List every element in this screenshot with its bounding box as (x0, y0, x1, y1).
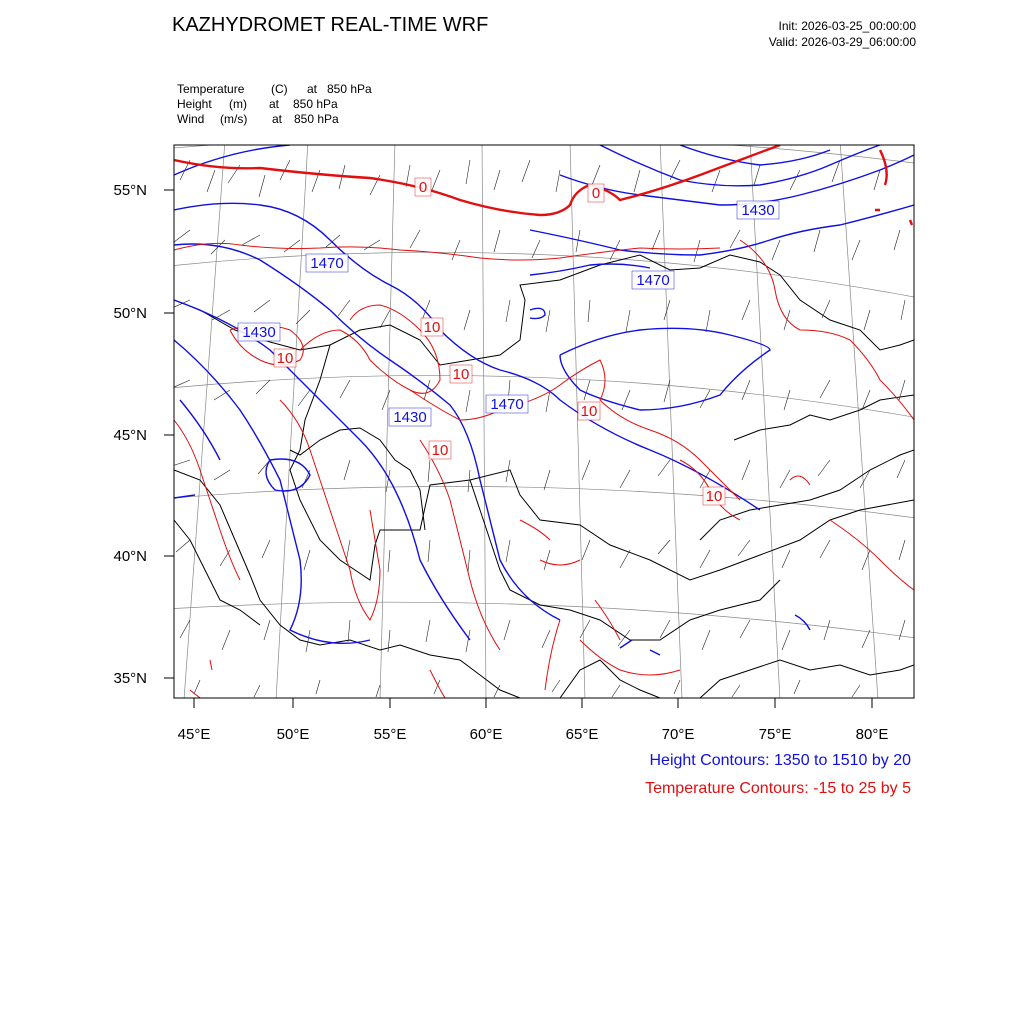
wind-barbs (172, 160, 905, 697)
lon-label: 50°E (276, 726, 310, 743)
lon-ticks (194, 698, 872, 708)
field-level: 850 hPa (294, 112, 339, 126)
temperature-contour-label: 10 (705, 488, 723, 505)
temperature-contour-label: 10 (423, 319, 441, 336)
lat-ticks (164, 190, 174, 678)
lat-label: 35°N (113, 670, 147, 687)
lon-label: 80°E (855, 726, 889, 743)
temperature-contour-label: 0 (418, 179, 428, 196)
height-contour-label: 1470 (636, 272, 670, 289)
field-unit: (m) (229, 97, 247, 111)
map-contents (150, 136, 930, 735)
map-frame (174, 145, 914, 698)
temperature-contour-label: 10 (452, 366, 470, 383)
lon-label: 60°E (469, 726, 503, 743)
height-contour-label: 1470 (490, 396, 524, 413)
temperature-contour-note: Temperature Contours: -15 to 25 by 5 (645, 780, 911, 797)
field-unit: (m/s) (220, 112, 248, 126)
temperature-contour-label: 10 (276, 350, 294, 367)
field-at: at (272, 112, 283, 126)
lat-label: 45°N (113, 427, 147, 444)
valid-time: Valid: 2026-03-29_06:00:00 (768, 35, 916, 49)
country-borders (174, 255, 914, 698)
field-name: Wind (177, 112, 205, 126)
height-contour-label: 1470 (310, 255, 344, 272)
height-contour-note: Height Contours: 1350 to 1510 by 20 (649, 752, 911, 769)
lon-label: 45°E (177, 726, 211, 743)
init-time: Init: 2026-03-25_00:00:00 (778, 19, 916, 33)
lon-label: 75°E (758, 726, 792, 743)
height-contour-label: 1430 (393, 409, 427, 426)
lon-label: 55°E (373, 726, 407, 743)
field-at: at (307, 82, 318, 96)
field-unit: (C) (271, 82, 288, 96)
field-level: 850 hPa (327, 82, 372, 96)
field-name: Temperature (177, 82, 245, 96)
field-name: Height (177, 97, 212, 111)
lat-label: 40°N (113, 548, 147, 565)
temperature-contour-label: 10 (580, 403, 598, 420)
field-level: 850 hPa (293, 97, 338, 111)
height-contour-label: 1430 (741, 202, 775, 219)
temperature-contours (174, 145, 914, 698)
chart-title: KAZHYDROMET REAL-TIME WRF (172, 14, 489, 36)
field-at: at (269, 97, 280, 111)
graticule (150, 136, 930, 735)
lat-label: 50°N (113, 305, 147, 322)
height-contour-label: 1430 (242, 324, 276, 341)
lat-label: 55°N (113, 182, 147, 199)
lon-label: 65°E (565, 726, 599, 743)
temperature-contour-label: 10 (431, 442, 449, 459)
lon-label: 70°E (661, 726, 695, 743)
temperature-contour-label: 0 (591, 185, 601, 202)
